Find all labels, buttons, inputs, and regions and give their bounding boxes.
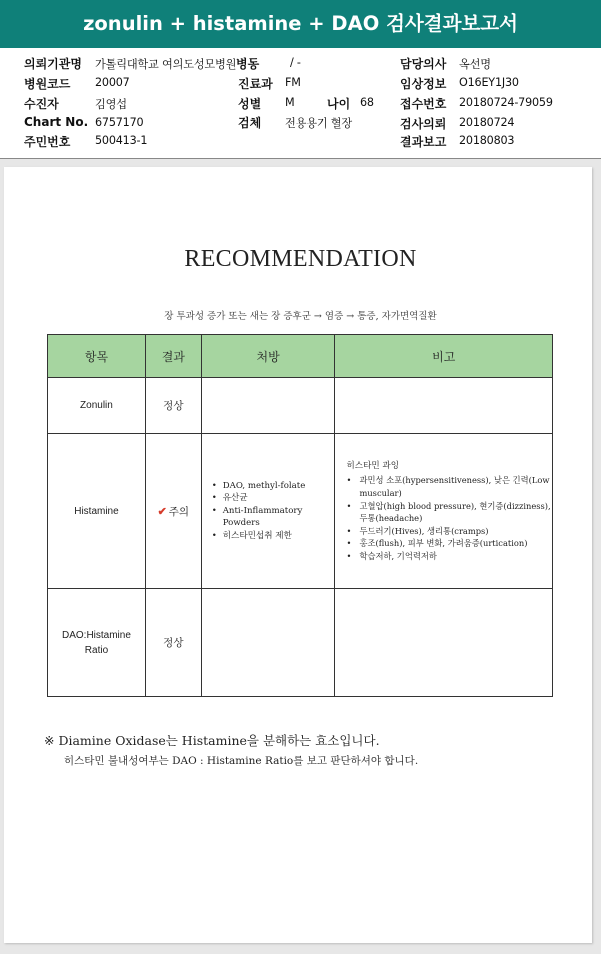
recommendation-table (47, 334, 553, 697)
note-title: 히스타민 과잉 (346, 461, 400, 472)
value-clinical-info: O16EY1J30 (459, 76, 519, 89)
value-doctor: 옥선명 (459, 58, 491, 71)
value-result-report-date: 20180803 (459, 134, 515, 147)
result-histamine (145, 434, 201, 589)
report-title: zonulin + histamine + DAO 검사결과보고서 (0, 0, 601, 48)
footnote-dao: ※ Diamine Oxidase는 Histamine을 분해하는 효소입니다. (44, 733, 380, 748)
label-test-request-date: 검사의뢰 (400, 117, 447, 131)
value-age: 68 (360, 96, 374, 109)
table-row-histamine (48, 434, 553, 589)
list-item: • 고혈압(high blood pressure), 현기증(dizziness), 두통(headache) (359, 500, 551, 525)
value-ward: / - (290, 56, 301, 69)
value-sex: M (285, 96, 295, 109)
list-item: • Anti-Inflammatory Powders (223, 505, 334, 530)
note-list (336, 474, 551, 562)
table-row-dao-ratio (48, 589, 553, 697)
header-item: 항목 (48, 335, 146, 378)
label-sex: 성별 (238, 97, 262, 111)
value-department: FM (285, 76, 301, 89)
list-item: • 홍조(flush), 피부 변화, 가려움증(urtication) (359, 537, 551, 550)
list-item: • 유산균 (223, 492, 334, 505)
list-item: • DAO, methyl-folate (223, 480, 334, 493)
list-item: • 히스타민섭취 제한 (223, 530, 334, 543)
value-patient: 김영섭 (95, 98, 127, 111)
label-clinical-info: 임상정보 (400, 77, 447, 91)
list-item: • 과민성 소포(hypersensitiveness), 낮은 긴력(Low muscular) (359, 474, 551, 499)
label-requesting-institution: 의뢰기관명 (24, 57, 82, 71)
header-result: 결과 (145, 335, 201, 378)
label-hospital-code: 병원코드 (24, 77, 71, 91)
value-requesting-institution: 가톨릭대학교 여의도성모병원 (95, 58, 237, 71)
list-item: • 두드러기(Hives), 생리통(cramps) (359, 525, 551, 538)
recommendation-subtitle: 장 투과성 증가 또는 새는 장 증후군 → 염증 → 통증, 자가면역질환 (164, 311, 437, 322)
label-doctor: 담당의사 (400, 57, 447, 71)
item-zonulin: Zonulin (48, 378, 146, 434)
prescription-list (203, 480, 334, 543)
result-zonulin: 정상 (145, 378, 201, 434)
item-dao-ratio: DAO:Histamine Ratio (48, 589, 146, 697)
value-chart-no: 6757170 (95, 116, 144, 129)
item-histamine: Histamine (48, 434, 146, 589)
label-receipt-no: 접수번호 (400, 97, 447, 111)
list-item: • 학습저하, 기억력저하 (359, 550, 551, 563)
table-row-zonulin (48, 378, 553, 434)
label-result-report-date: 결과보고 (400, 135, 447, 149)
note-dao-ratio (335, 589, 553, 697)
value-hospital-code: 20007 (95, 76, 130, 89)
label-resident-no: 주민번호 (24, 135, 71, 149)
note-histamine (335, 434, 553, 589)
note-zonulin (335, 378, 553, 434)
check-icon: ✔ (157, 504, 167, 518)
prescription-dao-ratio (201, 589, 335, 697)
label-patient: 수진자 (24, 97, 59, 111)
label-chart-no: Chart No. (24, 115, 89, 129)
result-histamine-text: 주의 (168, 505, 190, 518)
value-specimen: 전용용기 혈장 (285, 117, 352, 130)
prescription-zonulin (201, 378, 335, 434)
header-note: 비고 (335, 335, 553, 378)
value-receipt-no: 20180724-79059 (459, 96, 553, 109)
recommendation-title: RECOMMENDATION (184, 246, 417, 272)
prescription-histamine (201, 434, 335, 589)
label-ward: 병동 (236, 57, 260, 71)
value-test-request-date: 20180724 (459, 116, 515, 129)
table-header-row (48, 335, 553, 378)
footnote-ratio: 히스타민 불내성여부는 DAO : Histamine Ratio를 보고 판단하셔야 합니다. (64, 755, 419, 767)
result-dao-ratio: 정상 (145, 589, 201, 697)
label-department: 진료과 (238, 77, 273, 91)
label-age: 나이 (327, 97, 351, 111)
value-resident-no: 500413-1 (95, 134, 148, 147)
label-specimen: 검체 (238, 116, 262, 130)
header-prescription: 처방 (201, 335, 335, 378)
